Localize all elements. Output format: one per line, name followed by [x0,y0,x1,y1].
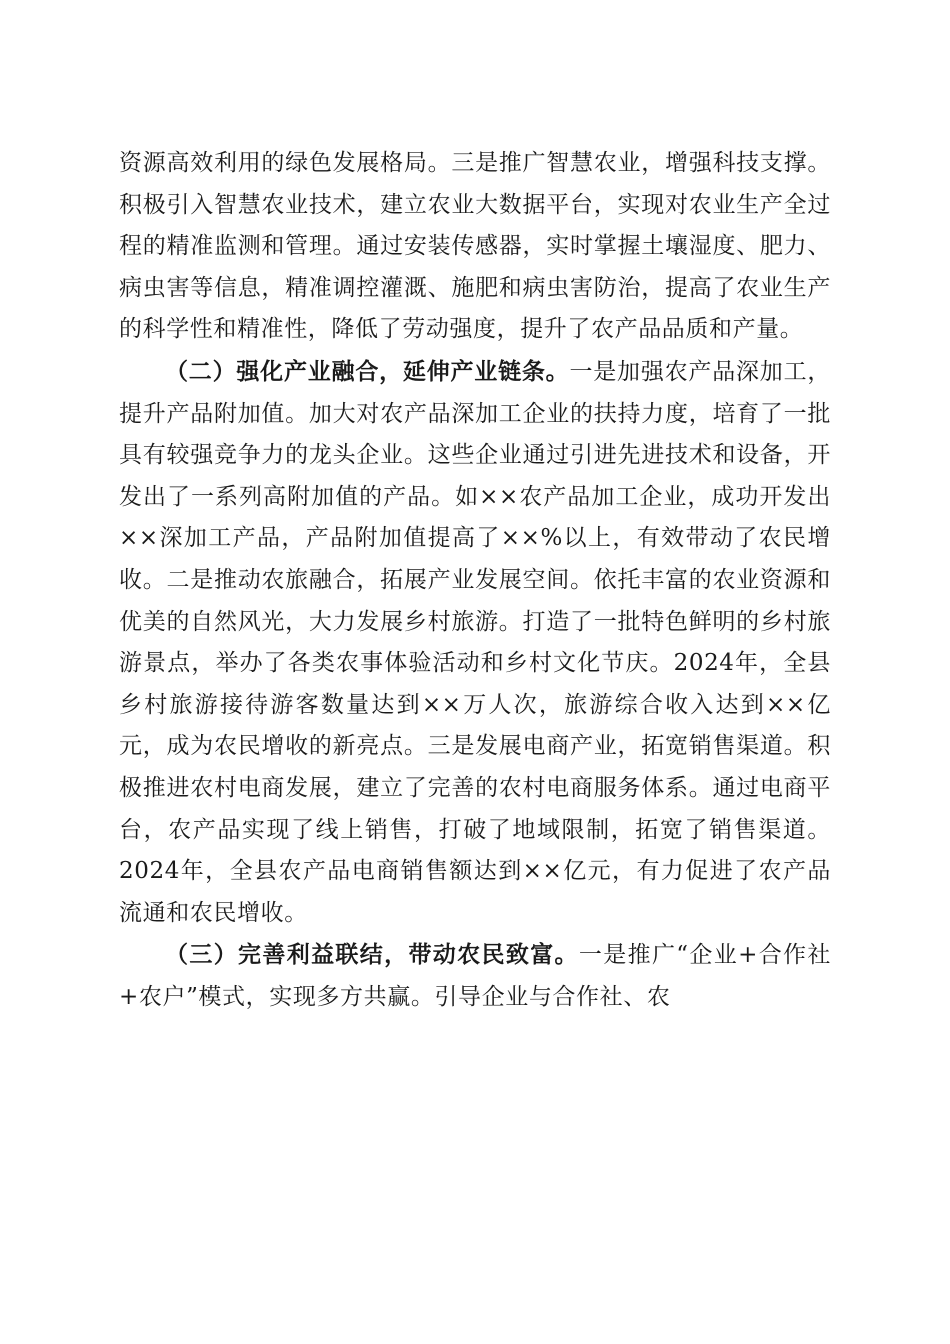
paragraph-text: 一是推广“企业+合作社+农户”模式，实现多方共赢。引导企业与合作社、农 [119,942,832,1010]
section-heading: （二）强化产业融合，延伸产业链条。 [165,357,570,385]
paragraph-continuation [119,143,831,351]
paragraph-section-3 [119,934,831,1018]
document-body [119,143,831,1018]
paragraph-text: 资源高效利用的绿色发展格局。三是推广智慧农业，增强科技支撑。积极引入智慧农业技术，建立农业大数据平台，实现对农业生产全过程的精准监测和管理。通过安装传感器，实时掌握土壤湿度、肥力、病虫害等信息，精准调控灌溉、施肥和病虫害防治，提高了农业生产的科学性和精准性，降低了劳动强度，提升了农产品品质和产量。 [119,150,831,343]
paragraph-text: 一是加强农产品深加工，提升产品附加值。加大对农产品深加工企业的扶持力度，培育了一批具有较强竞争力的龙头企业。这些企业通过引进先进技术和设备，开发出了一系列高附加值的产品。如××农产品加工企业，成功开发出××深加工产品，产品附加值提高了××%以上，有效带动了农民增收。二是推动农旅融合，拓展产业发展空间。依托丰富的农业资源和优美的自然风光，大力发展乡村旅游。打造了一批特色鲜明的乡村旅游景点，举办了各类农事体验活动和乡村文化节庆。2024年，全县乡村旅游接待游客数量达到××万人次，旅游综合收入达到××亿元，成为农民增收的新亮点。三是发展电商产业，拓宽销售渠道。积极推进农村电商发展，建立了完善的农村电商服务体系。通过电商平台，农产品实现了线上销售，打破了地域限制，拓宽了销售渠道。2024年，全县农产品电商销售额达到××亿元，有力促进了农产品流通和农民增收。 [119,358,831,926]
paragraph-section-2 [119,351,831,934]
section-heading: （三）完善利益联结，带动农民致富。 [165,941,579,969]
